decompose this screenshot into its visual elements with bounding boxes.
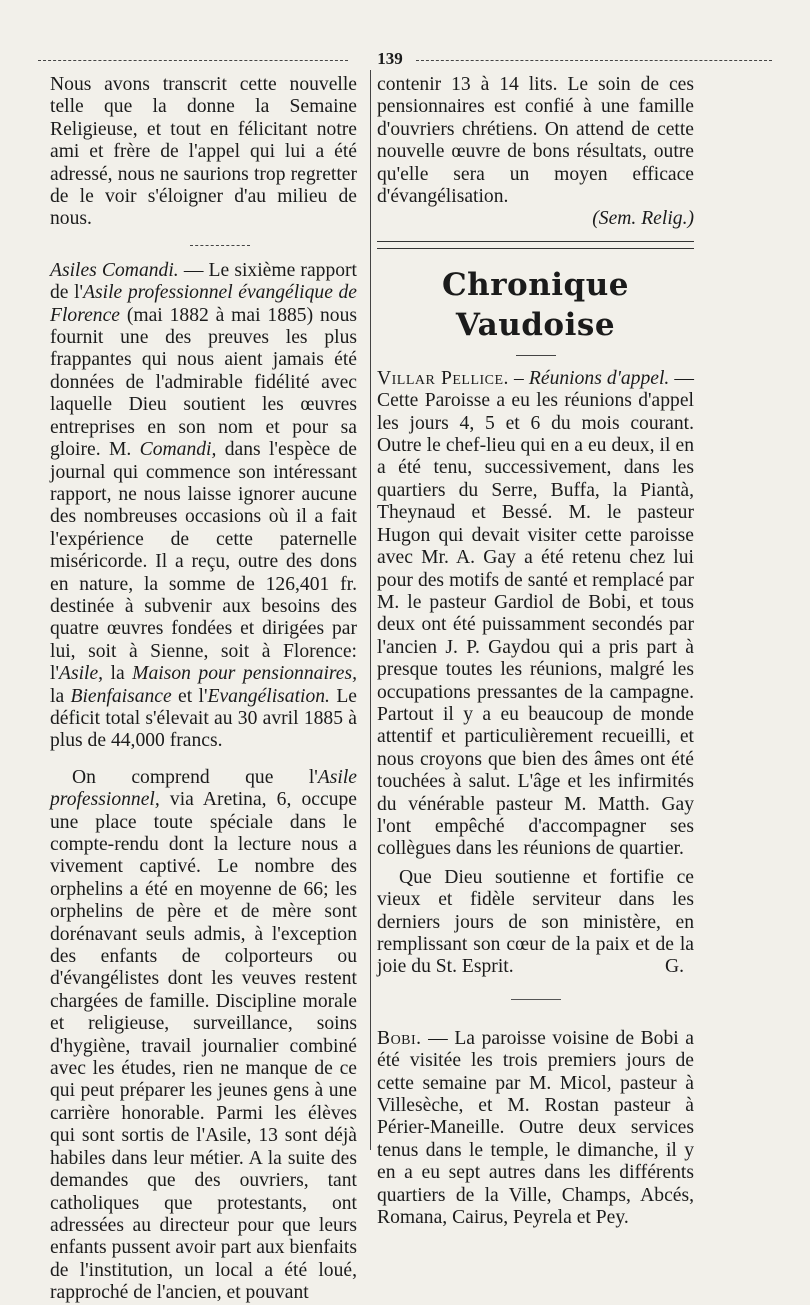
spacer bbox=[50, 753, 357, 767]
continued-paragraph bbox=[377, 74, 694, 208]
intro-paragraph bbox=[50, 74, 357, 231]
header-rule-left bbox=[38, 60, 348, 61]
text-run: On comprend que l' bbox=[72, 766, 318, 788]
text-run: la bbox=[50, 685, 71, 707]
right-column bbox=[377, 74, 694, 1229]
villar-place: Villar Pellice. bbox=[377, 367, 509, 389]
asiles-title: Asiles Comandi. bbox=[50, 259, 179, 281]
text-run: Le déficit total s'élevait au 30 avril 1885 à plus de 44,000 francs. bbox=[50, 685, 357, 752]
text-run: — Le sixième rapport de l' bbox=[50, 259, 358, 304]
bobi-place: Bobi. bbox=[377, 1027, 422, 1049]
separator bbox=[190, 245, 250, 246]
prayer-paragraph bbox=[377, 867, 694, 979]
italic-run: Asile, bbox=[58, 663, 104, 685]
separator bbox=[511, 999, 561, 1000]
asiles-paragraph bbox=[50, 260, 357, 753]
italic-run: Comandi, bbox=[139, 439, 217, 461]
italic-run: Maison pour pensionnaires, bbox=[132, 663, 358, 685]
column-divider bbox=[370, 70, 371, 1150]
text-run: dans l'espèce de journal qui commence son intéressant rapport, ne nous laisse ignorer aucune des nombreuses occasions où il a fait l'expérience de cette paternelle miséricorde. Il a reçu, outre des dons en nature, la somme de 126,401 fr. destinée à subvenir aux besoins des quatre œuvres fondées et dirigées par lui, soit à Sienne, soit à Florence: l' bbox=[50, 439, 358, 685]
bobi-text: — La paroisse voisine de Bobi a été visitée les trois premiers jours de cette semaine par M. Micol, pasteur à Villesèche, et M. Rostan pasteur à Périer-Maneille. Outre deux services tenus dans le temple, le dimanche, il y en a eu sept autres dans les différents quartiers de la Ville, Champs, Abcés, Romana, Cairus, Peyrela et Pey. bbox=[377, 1027, 694, 1229]
signature-g: G. bbox=[664, 956, 684, 978]
signature-sem-relig: (Sem. Relig.) bbox=[592, 208, 694, 230]
double-rule bbox=[377, 241, 694, 249]
header-rule-right bbox=[416, 60, 772, 61]
villar-subtitle: – Réunions d'appel. bbox=[514, 367, 670, 389]
text-run: la bbox=[103, 663, 133, 685]
italic-run: Asile professionnel, bbox=[50, 766, 357, 811]
villar-text: — Cette Paroisse a eu les réunions d'appel les jours 4, 5 et 6 du mois courant. Outre le chef-lieu qui en a eu deux, il en a été tenu, successivement, dans les quartiers du Serre, Buffa, la Piantà, Theynaud et Bessé. M. le pasteur Hugon qui devait visiter cette paroisse avec Mr. A. Gay a été retenu chez lui pour des motifs de santé et remplacé par M. le pasteur Gardiol de Bobi, et tous deux ont été puissamment secondés par l'ancien J. P. Gaydou qui a pris part à presque toutes les réunions, malgré les occupations pressantes de la campagne. Partout il y a eu beaucoup de monde attentif et particulièrement recueilli, et nous croyons que bien des âmes ont été touchées à salut. L'âge et les infirmités du vénérable pasteur M. Matth. Gay l'ont empêché d'accompagner ses collègues dans les réunions de quartier. bbox=[377, 367, 694, 860]
page-number: 139 bbox=[377, 49, 403, 68]
italic-run: Evangélisation. bbox=[207, 685, 330, 707]
title-separator bbox=[516, 355, 556, 356]
asile-professionnel-paragraph bbox=[50, 767, 357, 1305]
italic-run: Bienfaisance bbox=[70, 685, 172, 707]
left-column bbox=[50, 74, 357, 1305]
villar-paragraph bbox=[377, 368, 694, 861]
bobi-paragraph bbox=[377, 1028, 694, 1230]
intro-text: Nous avons transcrit cette nouvelle telle que la donne la Semaine Religieuse, et tout en félicitant notre ami et frère de l'appel qui lui a été adressé, nous ne saurions trop regretter de le voir s'éloigner d'au milieu de nous. bbox=[50, 74, 357, 230]
prayer-text: Que Dieu soutienne et fortifie ce vieux et fidèle serviteur dans les derniers jours de son ministère, en remplissant son cœur de la paix et de la joie du St. Esprit. bbox=[377, 866, 694, 978]
text-run: (mai 1882 à mai 1885) nous fournit une des preuves les plus frappantes qui nous aient jamais été données de l'admirable fidélité avec laquelle Dieu soutient les œuvres entreprises en son nom et pour sa gloire. M. bbox=[50, 304, 357, 461]
continued-text: contenir 13 à 14 lits. Le soin de ces pensionnaires est confié à une famille d'ouvriers chrétiens. On attend de cette nouvelle œuvre de bons résultats, outre qu'elle sera un moyen efficace d'évangélisation. bbox=[377, 74, 694, 208]
text-run: via Aretina, 6, occupe une place toute spéciale dans le compte-rendu dont la lecture nous a vivement captivé. Le nombre des orphelins a été en moyenne de 66; les orphelins de père et de mère sont dorénavant seuls admis, à l'exception des enfants de colporteurs ou d'évangélistes dont les veuves restent chargées de famille. Discipline morale et religieuse, surveillance, soins d'hygiène, travail journalier combiné avec les études, rien ne manque de ce qui peut préparer les jeunes gens à une carrière honorable. Parmi les élèves qui sont sortis de l'Asile, 13 sont déjà habiles dans leur métier. A la suite des demandes que des ouvriers, tant catholiques que protestants, ont adressées au directeur pour que leurs enfants pussent avoir part aux bienfaits de l'institution, un local a été loué, rapproché de l'ancien, et pouvant bbox=[50, 789, 357, 1304]
section-title: Chronique Vaudoise bbox=[442, 266, 629, 343]
page-header bbox=[38, 50, 772, 72]
italic-run: Asile professionnel évangélique de Florence bbox=[50, 282, 357, 326]
text-run: et l' bbox=[171, 685, 208, 707]
